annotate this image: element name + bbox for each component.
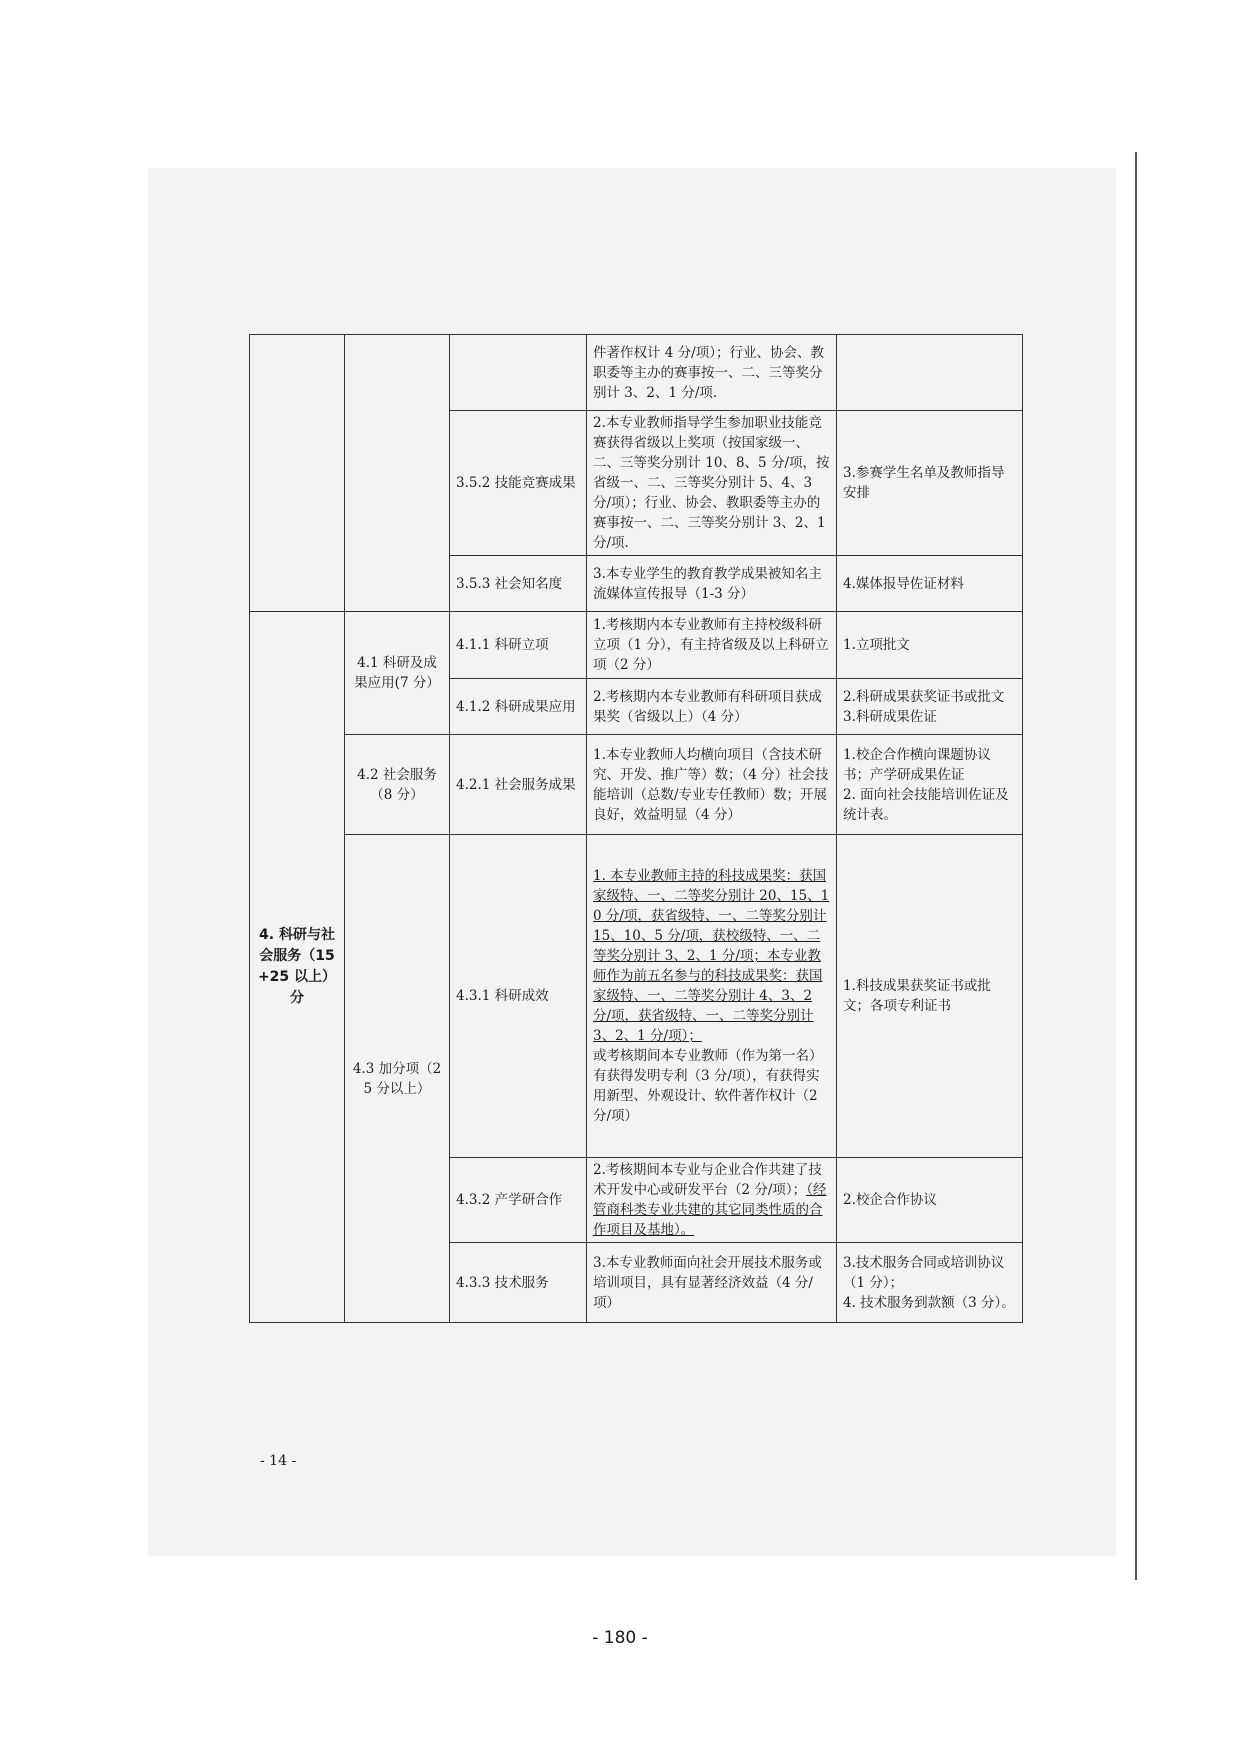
table-row [250, 612, 1023, 679]
criteria-cell: 件著作权计 4 分/项）；行业、协会、教职委等主办的赛事按一、二、三等奖分别计 3、2、1 分/项. [587, 335, 837, 411]
evidence-cell [837, 735, 1023, 835]
indicator-cell-empty [450, 335, 587, 411]
evidence-cell: 1.立项批文 [837, 612, 1023, 679]
criteria-cell: 2.考核期内本专业教师有科研项目获成果奖（省级以上）（4 分） [587, 679, 837, 735]
indicator-cell: 4.3.1 科研成效 [450, 835, 587, 1158]
evidence-line: 4. 技术服务到款额（3 分）。 [843, 1294, 1015, 1311]
criteria-cell: 2.本专业教师指导学生参加职业技能竞赛获得省级以上奖项（按国家级一、二、三等奖分别计 10、8、5 分/项，按省级一、二、三等奖分别计 5、4、3 分/项）；行业、协会、教职委等主办的赛事按一、二、三等奖分别计 3、2、1 分/项. [587, 411, 837, 556]
sub-dimension-cell: 4.1 科研及成果应用(7 分） [345, 612, 450, 735]
evidence-line: 3.科研成果佐证 [843, 708, 937, 725]
criteria-text: 2.考核期间本专业与企业合作共建了技术开发中心或研发平台（2 分/项）； [593, 1162, 822, 1198]
evidence-line: 3.技术服务合同或培训协议（1 分）； [843, 1254, 1005, 1291]
indicator-cell: 4.1.2 科研成果应用 [450, 679, 587, 735]
evaluation-table [249, 334, 1023, 1323]
dimension-cell: 4. 科研与社会服务（15+25 以上）分 [250, 612, 345, 1323]
evidence-line: 2.科研成果获奖证书或批文 [843, 688, 1005, 705]
indicator-cell: 4.3.3 技术服务 [450, 1243, 587, 1323]
evidence-cell: 4.媒体报导佐证材料 [837, 556, 1023, 612]
indicator-cell: 4.2.1 社会服务成果 [450, 735, 587, 835]
table-row [250, 735, 1023, 835]
evidence-line: 1.校企合作横向课题协议书；产学研成果佐证 [843, 746, 991, 783]
dimension-cell-empty [250, 335, 345, 612]
indicator-cell: 3.5.3 社会知名度 [450, 556, 587, 612]
table-row [250, 835, 1023, 1158]
inner-page-number: - 14 - [260, 1453, 297, 1469]
evidence-line: 2. 面向社会技能培训佐证及统计表。 [843, 786, 1009, 823]
criteria-cell [587, 1158, 837, 1243]
criteria-underlined-text: 1. 本专业教师主持的科技成果奖：获国家级特、一、二等奖分别计 20、15、10 分/项，获省级特、一、二等奖分别计 15、10、5 分/项，获校级特、一、二等奖分别计 3、2、1 分/项；本专业教师作为前五名参与的科技成果奖：获国家级特、一、二等奖分别计 4、3、2 分/项，获省级特、一、二等奖分别计 3、2、1 分/项）； [593, 868, 830, 1044]
scan-edge-line [1135, 152, 1137, 1580]
evidence-cell: 3.参赛学生名单及教师指导安排 [837, 411, 1023, 556]
indicator-cell: 4.1.1 科研立项 [450, 612, 587, 679]
evidence-cell [837, 679, 1023, 735]
outer-page-number: - 180 - [592, 1628, 648, 1648]
criteria-cell: 1.本专业教师人均横向项目（含技术研究、开发、推广等）数；（4 分）社会技能培训（总数/专业专任教师）数；开展良好，效益明显（4 分） [587, 735, 837, 835]
evidence-cell: 1.科技成果获奖证书或批文；各项专利证书 [837, 835, 1023, 1158]
evidence-cell-empty [837, 335, 1023, 411]
criteria-cell: 3.本专业学生的教育教学成果被知名主流媒体宣传报导（1-3 分） [587, 556, 837, 612]
criteria-cell: 1.考核期内本专业教师有主持校级科研立项（1 分），有主持省级及以上科研立项（2 分） [587, 612, 837, 679]
evidence-cell [837, 1243, 1023, 1323]
evidence-cell: 2.校企合作协议 [837, 1158, 1023, 1243]
indicator-cell: 3.5.2 技能竞赛成果 [450, 411, 587, 556]
indicator-cell: 4.3.2 产学研合作 [450, 1158, 587, 1243]
criteria-text: 或考核期间本专业教师（作为第一名）有获得发明专利（3 分/项），有获得实用新型、外观设计、软件著作权计（2 分/项） [593, 1048, 823, 1124]
criteria-underlined-text: （经管商科类专业共建的其它同类性质的合作项目及基地）。 [593, 1182, 827, 1238]
table-row [250, 335, 1023, 411]
criteria-cell [587, 835, 837, 1158]
criteria-cell: 3.本专业教师面向社会开展技术服务或培训项目，具有显著经济效益（4 分/项） [587, 1243, 837, 1323]
sub-dimension-cell: 4.2 社会服务（8 分） [345, 735, 450, 835]
sub-dimension-cell: 4.3 加分项（25 分以上） [345, 835, 450, 1323]
sub-dimension-cell-empty [345, 335, 450, 612]
